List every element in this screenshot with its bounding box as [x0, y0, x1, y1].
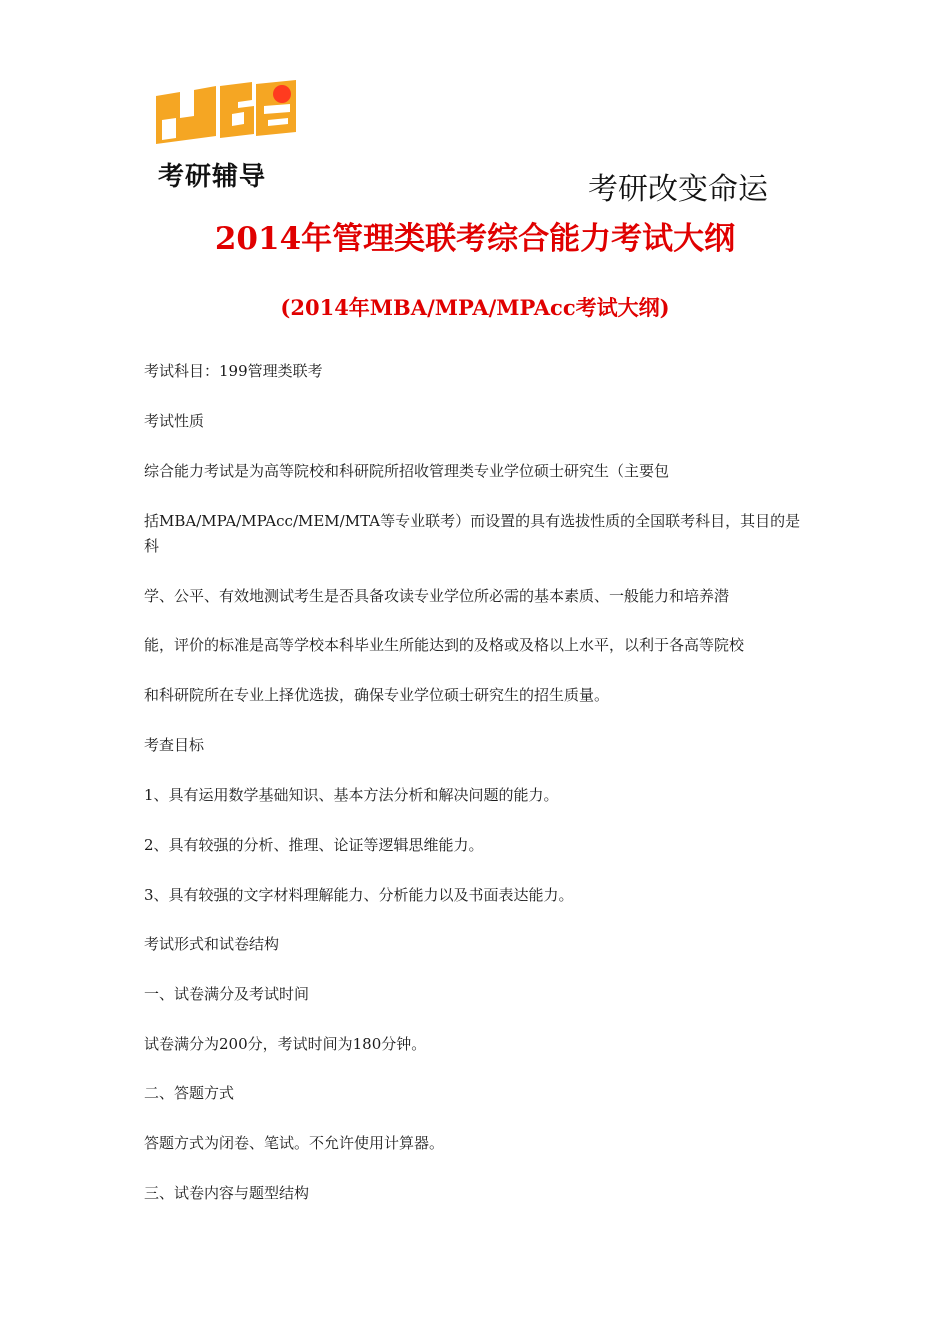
page-title: 2014年管理类联考综合能力考试大纲	[214, 221, 736, 257]
paragraph-line: 试卷满分为200分，考试时间为180分钟。	[144, 1035, 427, 1053]
section-heading-format: 考试形式和试卷结构	[144, 935, 280, 953]
logo-text: 凯程	[156, 134, 158, 135]
subsection-heading: 一、试卷满分及考试时间	[144, 985, 310, 1003]
section-heading-exam-nature: 考试性质	[144, 412, 205, 430]
subsection-heading: 二、答题方式	[144, 1084, 235, 1102]
paragraph-line: 学、公平、有效地测试考生是否具备攻读专业学位所必需的基本素质、一般能力和培养潜	[144, 587, 730, 605]
objective-item: 2、具有较强的分析、推理、论证等逻辑思维能力。	[144, 836, 484, 854]
paragraph-line: 能，评价的标准是高等学校本科毕业生所能达到的及格或及格以上水平，以利于各高等院校	[144, 636, 745, 654]
objective-item: 3、具有较强的文字材料理解能力、分析能力以及书面表达能力。	[144, 886, 574, 904]
section-heading-objectives: 考查目标	[144, 736, 205, 754]
subsection-heading: 三、试卷内容与题型结构	[144, 1184, 310, 1202]
paragraph-line: 科	[144, 537, 160, 555]
exam-subject-line: 考试科目：199管理类联考	[144, 362, 323, 380]
objective-item: 1、具有运用数学基础知识、基本方法分析和解决问题的能力。	[144, 786, 559, 804]
slogan: 考研改变命运	[588, 172, 768, 207]
logo-subtitle: 考研辅导	[158, 162, 267, 192]
page-subtitle: (2014年MBA/MPA/MPAcc考试大纲)	[280, 295, 670, 320]
paragraph-line: 答题方式为闭卷、笔试。不允许使用计算器。	[144, 1134, 445, 1152]
paragraph-line: 和科研院所在专业上择优选拔，确保专业学位硕士研究生的招生质量。	[144, 686, 610, 704]
paragraph-line: 括MBA/MPA/MPAcc/MEM/MTA等专业联考）而设置的具有选拔性质的全国联考科目，其目的是	[144, 512, 801, 530]
paragraph-line: 综合能力考试是为高等院校和科研院所招收管理类专业学位硕士研究生（主要包	[144, 462, 670, 480]
